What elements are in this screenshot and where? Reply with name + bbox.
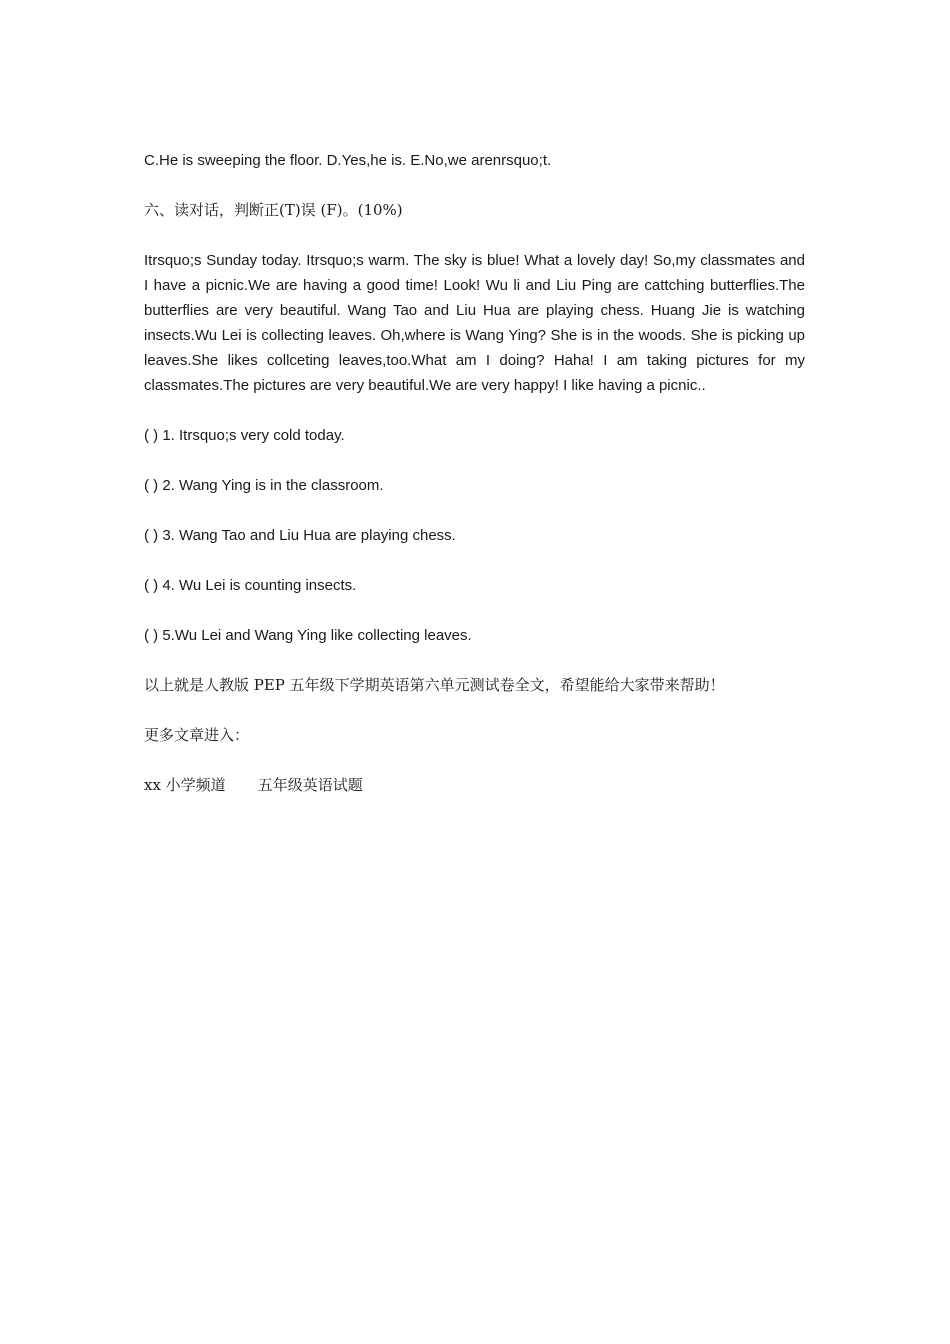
link-grade5-english-tests[interactable]: 五年级英语试题	[257, 776, 363, 794]
related-links	[144, 773, 805, 798]
link-primary-channel[interactable]: xx 小学频道	[144, 776, 226, 794]
reading-passage: Itrsquo;s Sunday today. Itrsquo;s warm. The sky is blue! What a lovely day! So,my classmates and I have a picnic.We are having a good time! Look! Wu li and Liu Ping are cattching butterflies.The butterflies are very beautiful. Wang Tao and Liu Hua are playing chess. Huang Jie is watching insects.Wu Lei is collecting leaves. Oh,where is Wang Ying? She is in the woods. She is picking up leaves.She likes collceting leaves,too.What am I doing? Haha! I am taking pictures for my classmates.The pictures are very beautiful.We are very happy! I like having a picnic..	[144, 252, 805, 394]
more-articles-label: 更多文章进入：	[144, 726, 250, 744]
options-line: C.He is sweeping the floor. D.Yes,he is. E.No,we arenrsquo;t.	[144, 152, 552, 169]
question-item: ( ) 1. Itrsquo;s very cold today.	[144, 427, 345, 444]
question-item: ( ) 2. Wang Ying is in the classroom.	[144, 477, 384, 494]
question-item: ( ) 4. Wu Lei is counting insects.	[144, 577, 357, 594]
closing-text: 以上就是人教版 PEP 五年级下学期英语第六单元测试卷全文，希望能给大家带来帮助！	[144, 676, 725, 694]
question-item: ( ) 3. Wang Tao and Liu Hua are playing chess.	[144, 527, 456, 544]
question-item: ( ) 5.Wu Lei and Wang Ying like collecting leaves.	[144, 627, 472, 644]
section-heading: 六、读对话，判断正(T)误 (F)。(10%)	[144, 201, 403, 219]
document-page	[144, 148, 805, 823]
